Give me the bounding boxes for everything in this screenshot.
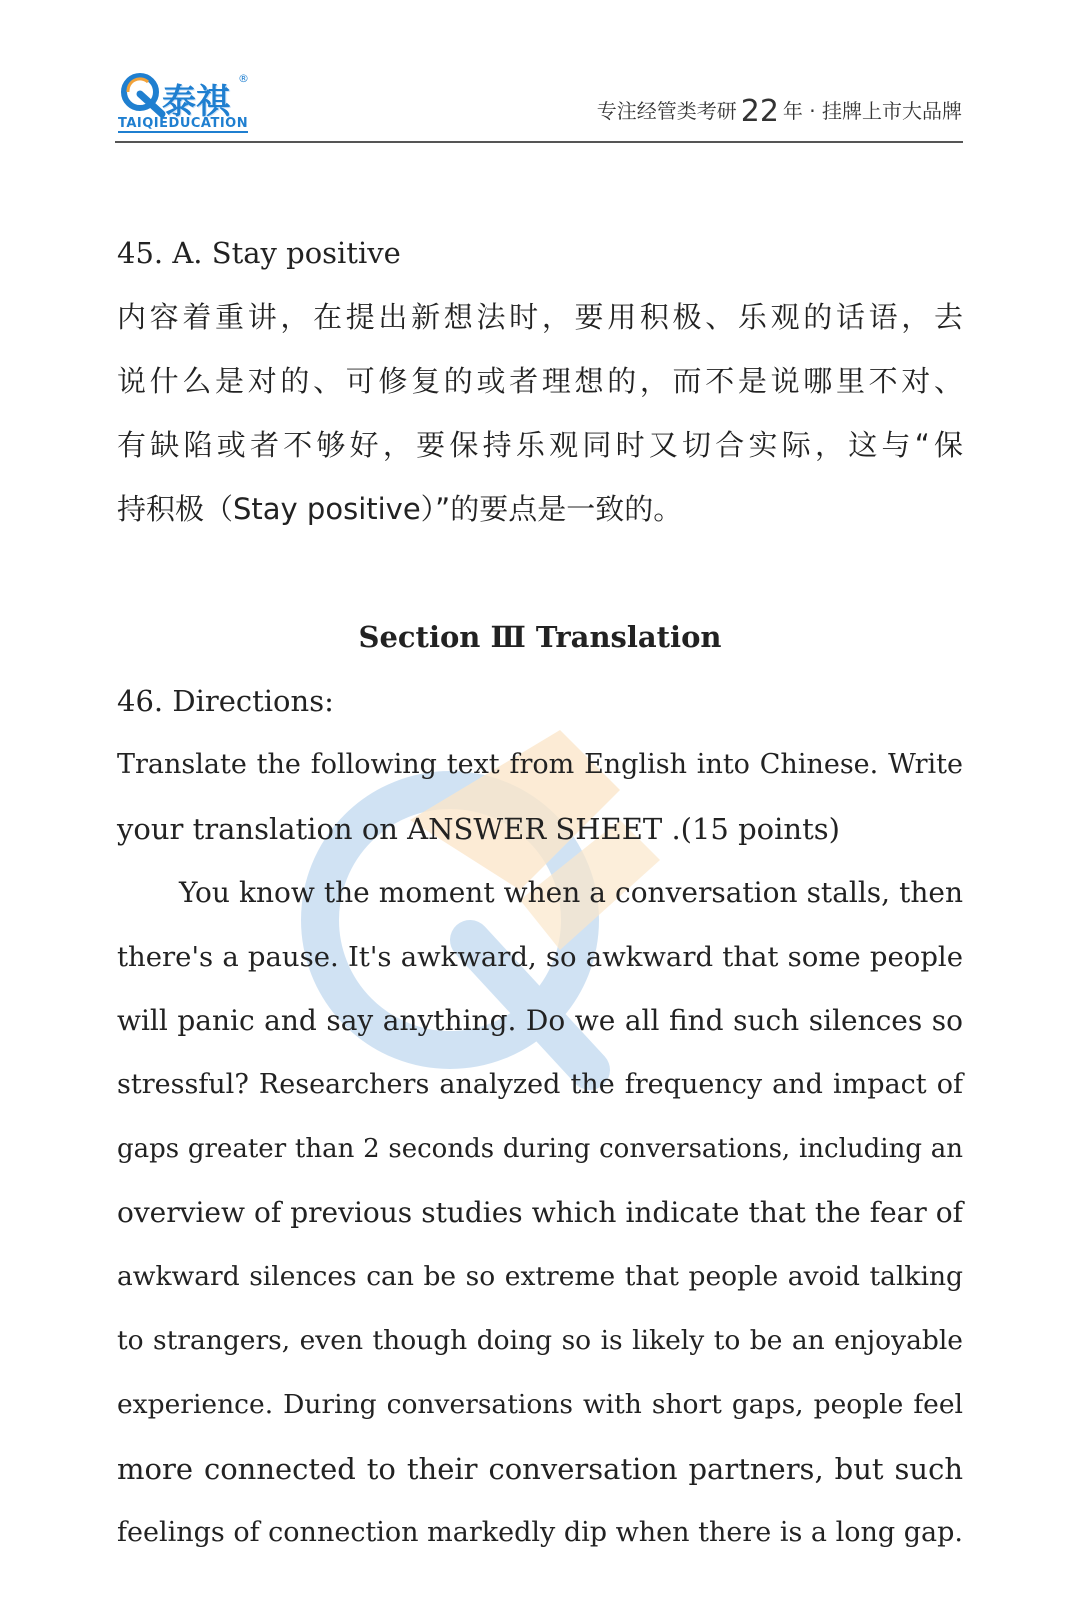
page-header — [0, 0, 1080, 150]
header-divider — [115, 141, 963, 143]
passage-line: awkward silences can be so extreme that people avoid talking — [117, 1261, 963, 1292]
tagline-suffix: 年 · 挂牌上市大品牌 — [782, 99, 962, 123]
section-title: Section Ⅲ Translation — [358, 620, 722, 654]
header-tagline — [597, 94, 962, 129]
passage-line: will panic and say anything. Do we all find such silences so — [117, 1004, 963, 1037]
passage-line: gaps greater than 2 seconds during conversations, including an — [117, 1134, 963, 1164]
directions-line: your translation on ANSWER SHEET .(15 points) — [117, 812, 840, 846]
passage-line: You know the moment when a conversation stalls, then — [179, 876, 963, 909]
passage-line: experience. During conversations with short gaps, people feel — [117, 1389, 963, 1420]
taiqi-logo — [118, 72, 263, 138]
directions-line: Translate the following text from English into Chinese. Write — [117, 749, 963, 780]
question-number: 46. Directions: — [117, 684, 334, 718]
answer-line: 持积极（Stay positive）”的要点是一致的。 — [117, 492, 683, 526]
answer-heading: 45. A. Stay positive — [117, 236, 401, 270]
answer-line: 内容着重讲，在提出新想法时，要用积极、乐观的话语，去 — [117, 300, 963, 334]
passage-line: stressful? Researchers analyzed the frequency and impact of — [117, 1069, 963, 1100]
passage-line: to strangers, even though doing so is likely to be an enjoyable — [117, 1325, 963, 1356]
tagline-years: 22 — [740, 94, 779, 129]
logo-q-icon — [118, 72, 168, 118]
tagline-prefix: 专注经管类考研 — [596, 99, 737, 123]
logo-chinese-name: 泰祺 — [162, 82, 230, 122]
passage-line: there's a pause. It's awkward, so awkward that some people — [117, 941, 963, 973]
passage-line: feelings of connection markedly dip when there is a long gap. — [117, 1517, 963, 1548]
logo-english-name: TAIQIEDUCATION — [118, 116, 249, 131]
registered-mark: ® — [238, 72, 249, 85]
answer-line: 有缺陷或者不够好，要保持乐观同时又切合实际，这与“保 — [117, 428, 963, 462]
passage-line: more connected to their conversation partners, but such — [117, 1452, 963, 1486]
passage-line: overview of previous studies which indicate that the fear of — [117, 1196, 963, 1229]
answer-line: 说什么是对的、可修复的或者理想的，而不是说哪里不对、 — [117, 364, 963, 398]
